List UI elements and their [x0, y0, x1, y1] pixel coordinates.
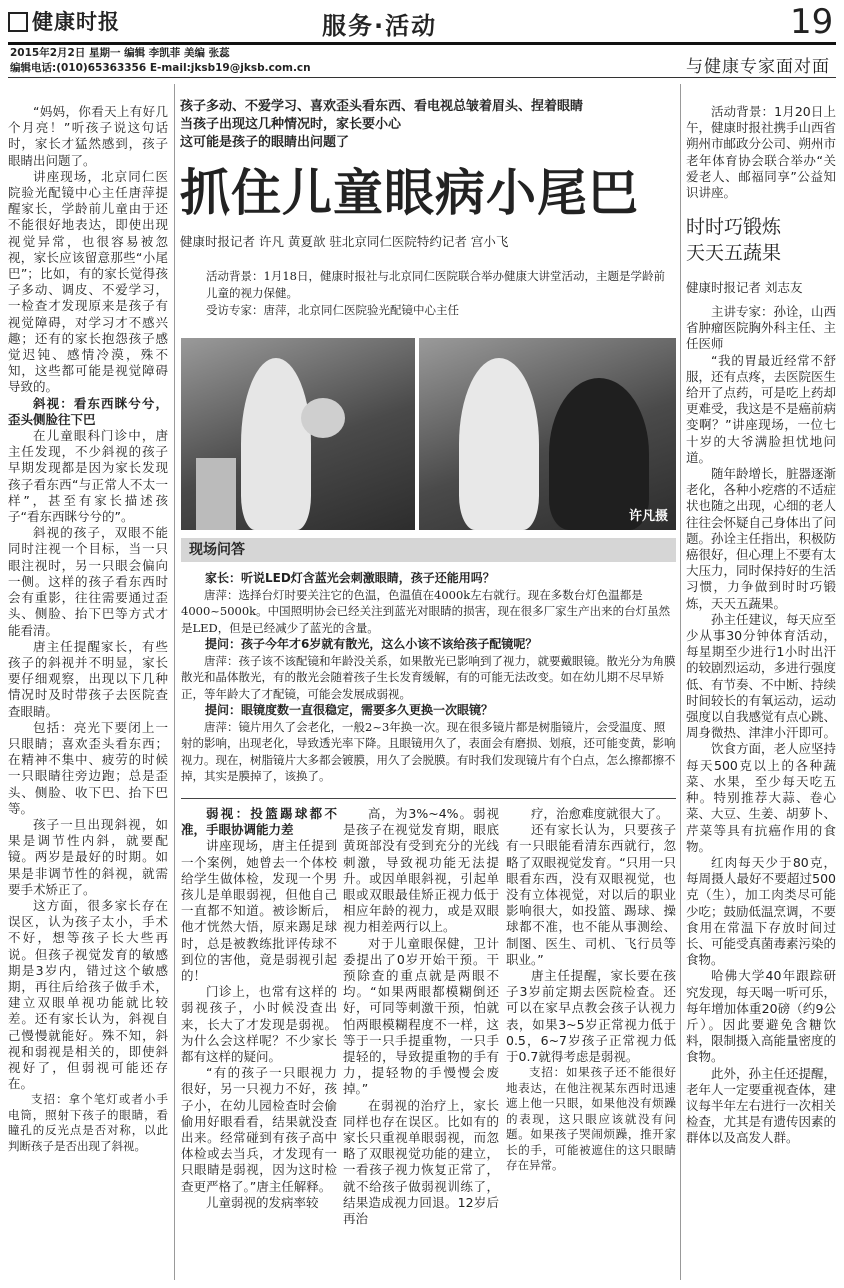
- middle-column-b: [343, 806, 499, 1284]
- section-divider: [181, 798, 676, 799]
- article-paragraph: 对于儿童眼保健，卫计委提出了0岁开始干预。干预除查的重点就是两眼不均。“如果两眼都模糊倒还好，可同等刺激干预，怕就怕两眼模糊程度不一样，这等于一只手提重物，一只手提轻的，导致提重物的手有力，提轻物的手慢慢会废掉。”: [343, 935, 499, 1097]
- article-paragraph: 主讲专家：孙诠，山西省肿瘤医院胸外科主任、主任医师: [686, 304, 836, 352]
- main-headline: 抓住儿童眼病小尾巴: [180, 163, 639, 222]
- middle-column-c: [506, 806, 676, 1284]
- subheadline: 孩子多动、不爱学习、喜欢歪头看东西、看电视总皱着眉头、捏着眼睛: [180, 99, 584, 114]
- qa-question: 提问：孩子今年才6岁就有散光，这么小该不该给孩子配镜呢？: [205, 637, 538, 651]
- editor-info-line2: 编辑电话:(010)65363356 E-mail:jksb19@jksb.com.cn: [10, 62, 311, 74]
- article-paragraph: 斜视：看东西眯兮兮，歪头侧脸往下巴: [8, 395, 168, 427]
- photo-lecture: [181, 338, 415, 530]
- photo-credit: 许凡摄: [628, 509, 668, 524]
- article-paragraph: “我的胃最近经常不舒服，还有点疼，去医院医生给开了点药，可是吃上药却更难受，我这是不是癌前病变啊？”讲座现场，一位七十岁的大爷满脸担忧地问道。: [686, 352, 836, 465]
- article-paragraph: 在儿童眼科门诊中，唐主任发现，不少斜视的孩子早期发现都是因为家长发现孩子看东西“与正常人不太一样”，甚至有家长描述孩子“看东西眯兮兮的”。: [8, 428, 168, 525]
- article-paragraph: 儿童弱视的发病率较: [206, 1194, 319, 1210]
- article-paragraph: 讲座现场，唐主任提到一个案例，她曾去一个体校给学生做体检，发现一个男孩儿是单眼弱视，但他自己一直都不知道。被诊断后，他才恍然大悟，原来踢足球时，总是被教练批评传球不到位的害他，竟是弱视引起的！: [181, 838, 337, 984]
- subheadline: 这可能是孩子的眼睛出问题了: [180, 135, 350, 150]
- article-paragraph: 饮食方面，老人应坚持每天500克以上的各种蔬菜、水果，至少每天吃五种。特别推荐大蒜、卷心菜、大豆、生姜、胡萝卜、芹菜等具有抗癌作用的食物。: [686, 741, 836, 854]
- editor-info: [10, 46, 311, 76]
- article-paragraph: 在弱视的治疗上，家长同样也存在误区。比如有的家长只重视单眼弱视，而忽略了双眼视觉功能的建立，一看孩子视力恢复正常了，就不给孩子做弱视训练了，结果造成视力回退。12岁后再治: [343, 1097, 499, 1227]
- article-paragraph: 讲座现场，北京同仁医院验光配镜中心主任唐萍提醒家长，学龄前儿童由于还不能很好地表达，即使出现视觉异常，也很容易被忽视，家长应该留意那些“小尾巴”；比如，有的家长觉得孩子多动、调皮、不爱学习，一检查才发现原来是孩子有视觉障碍，对学习才不感兴趣；还有的家长抱怨孩子感觉迟钝、感情冷漠，殊不知，这些都可能是视觉障碍导致的。: [8, 168, 168, 395]
- article-paragraph: 斜视的孩子，双眼不能同时注视一个目标，当一只眼注视时，另一只眼会偏向一侧。这样的孩子看东西时会有重影，往往需要通过歪头、侧脸、抬下巴等方式才能看清。: [8, 525, 168, 638]
- column-tag: 与健康专家面对面: [686, 57, 830, 77]
- middle-column-a: [181, 806, 337, 1284]
- header-rule-2: [8, 77, 836, 78]
- right-headline: [686, 214, 836, 266]
- logo-text: 健康时报: [32, 9, 120, 34]
- article-paragraph: 红肉每天少于80克，每周摄人最好不要超过500克（生），加工肉类尽可能少吃；鼓励低温烹调，不要食用在常温下存放时间过长、可能受真菌毒素污染的食物。: [686, 854, 836, 968]
- article-paragraph: 支招：拿个笔灯或者小手电筒，照射下孩子的眼睛，看瞳孔的反光点是否对称，以此判断孩子是否出现了斜视。: [8, 1092, 168, 1153]
- article-paragraph: 弱视：投篮踢球都不准，手眼协调能力差: [181, 806, 337, 838]
- right-background-text: 活动背景：1月20日上午，健康时报社携手山西省朔州市邮政分公司、朔州市老年体育协会联合举办“关爱老人、邮福同享”公益知识讲座。: [686, 104, 836, 201]
- column-divider: [680, 84, 681, 1280]
- logo-mark-icon: [8, 12, 28, 32]
- article-paragraph: 支招：如果孩子还不能很好地表达，在他注视某东西时迅速遮上他一只眼，如果他没有烦躁的表现，这只眼应该就没有问题。如果孩子哭闹烦躁，推开家长的手，可能被遮住的这只眼睛存在异常。: [506, 1065, 676, 1173]
- right-background: [686, 104, 836, 201]
- main-byline: 健康时报记者 许凡 黄夏歆 驻北京同仁医院特约记者 宫小飞: [180, 234, 509, 249]
- qa-question: 家长：听说LED灯含蓝光会刺激眼睛，孩子还能用吗？: [205, 571, 495, 585]
- right-column: [686, 304, 836, 1284]
- article-paragraph: 孙主任建议，每天应至少从事30分钟体育活动，每星期至少进行1小时出汗的较剧烈运动，多进行强度低、有节奏、不中断、持续时间较长的有氧运动，运动强度以自我感觉有点心跳、周身微热、津津小汗即可。: [686, 611, 836, 741]
- qa-section-title: 现场问答: [181, 538, 676, 562]
- article-paragraph: 随年龄增长，脏器逐渐老化，各种小疙瘩的不适症状也随之出现，心细的老人往往会怀疑自己身体出了问题。孙诠主任指出，积极防癌很好，但心理上不要有太大压力，同时保持好的生活习惯，力争做到时时巧锻炼，天天五蔬果。: [686, 466, 836, 611]
- event-background: [206, 268, 676, 319]
- page-number: 19: [790, 2, 834, 42]
- header-rule: [8, 42, 836, 45]
- article-paragraph: “有的孩子一只眼视力很好，另一只视力不好，孩子小，在幼儿园检查时会偷偷用好眼看看，结果就没查出来。经常碰到有孩子高中体检或去当兵，才发现有一只眼睛是弱视，因为这时检查更严格了。”唐主任解释。: [181, 1065, 337, 1194]
- right-headline-line1: 时时巧锻炼: [686, 216, 782, 238]
- event-background-line: 活动背景：1月18日，健康时报社与北京同仁医院联合举办健康大讲堂活动，主题是学龄前儿童的视力保健。: [206, 269, 665, 300]
- article-paragraph: 哈佛大学40年跟踪研究发现，每天喝一听可乐，每年增加体重20磅（约9公斤）。因此要避免含糖饮料，限制摄入高能量密度的食物。: [686, 968, 836, 1065]
- right-byline: 健康时报记者 刘志友: [686, 280, 803, 295]
- article-paragraph: 孩子一旦出现斜视，如果是调节性内斜，就要配镜。两岁是最好的时期。如果是非调节性的斜视，就需要手术矫正了。: [8, 816, 168, 897]
- qa-answer: 唐萍：选择台灯时要关注它的色温，色温值在4000k左右就行。现在多数台灯色温都是4000~5000k。中国照明协会已经关注到蓝光对眼睛的损害，现在很多厂家生产出来的台灯虽然是LED，但是已经减少了蓝光的含量。: [181, 587, 671, 635]
- article-paragraph: 高，为3%~4%。弱视是孩子在视觉发育期，眼底黄斑部没有受到充分的光线刺激，导致视功能无法提升。或因单眼斜视，引起单眼或双眼最佳矫正视力低于相应年龄的视力，或是双眼视力相差两行以上。: [343, 806, 499, 935]
- right-headline-line2: 天天五蔬果: [686, 242, 782, 264]
- article-paragraph: 这方面，很多家长存在误区，认为孩子太小，手术不好，想等孩子长大些再说。但孩子视觉发育的敏感期是3岁内，错过这个敏感期，再往后给孩子做手术，建立双眼单视功能就比较差。还有家长认为，斜视自己慢慢就能好。殊不知，斜视和弱视是相关的，即使斜视好了，但弱视可能还存在。: [8, 897, 168, 1092]
- event-expert-line: 受访专家：唐萍，北京同仁医院验光配镜中心主任: [206, 303, 459, 317]
- article-paragraph: “妈妈，你看天上有好几个月亮！”听孩子说这句话时，家长才猛然感到，孩子眼睛出问题了。: [8, 104, 168, 168]
- article-paragraph: 此外，孙主任还提醒，老年人一定要重视查体，建议每半年左右进行一次相关检查，尤其是有遗传因素的群体以及高发人群。: [686, 1065, 836, 1146]
- section-title: 服务·活动: [322, 12, 438, 40]
- article-paragraph: 还有家长认为，只要孩子有一只眼能看清东西就行，忽略了双眼视觉发育。“只用一只眼看东西，没有双眼视觉，也没有立体视觉，对以后的职业影响很大，如投篮、踢球、操球都不准，也不能从事测绘、制图、医生、司机、飞行员等职业。”: [506, 822, 676, 967]
- left-column: [8, 104, 168, 1284]
- qa-answer: 唐萍：孩子该不该配镜和年龄没关系，如果散光已影响到了视力，就要戴眼镜。散光分为角膜散光和晶体散光，有的散光会随着孩子生长发育缓解，有的可能无法改变。如在幼儿期不尽早矫正，等年龄大了才配镜，可能会发展成弱视。: [181, 653, 676, 701]
- masthead-logo: [8, 6, 120, 36]
- article-paragraph: 疗，治愈难度就很大了。: [531, 806, 669, 821]
- editor-info-line1: 2015年2月2日 星期一 编辑 李凯菲 美编 张蕊: [10, 47, 230, 59]
- subheadline: 当孩子出现这几种情况时，家长要小心: [180, 117, 402, 132]
- article-paragraph: 唐主任提醒家长，有些孩子的斜视并不明显，家长要仔细观察，出现以下几种情况时及时带孩子去医院查查眼睛。: [8, 638, 168, 719]
- photo-consultation: [419, 338, 676, 530]
- article-paragraph: 门诊上，也常有这样的弱视孩子，小时候没查出来，长大了才发现是弱视。为什么会这样呢？不少家长都有这样的疑问。: [181, 984, 337, 1065]
- article-paragraph: 包括：亮光下要闭上一只眼睛；喜欢歪头看东西；在精神不集中、疲劳的时候一只眼睛往旁边跑；总是歪头、侧脸、收下巴、抬下巴等。: [8, 719, 168, 816]
- article-paragraph: 唐主任提醒，家长要在孩子3岁前定期去医院检查。还可以在家早点教会孩子认视力表，如果3~5岁正常视力低于0.5，6~7岁孩子正常视力低于0.7就得考虑是弱视。: [506, 968, 676, 1065]
- column-divider: [174, 84, 175, 1280]
- qa-block: [181, 570, 676, 785]
- qa-answer: 唐萍：镜片用久了会老化，一般2~3年换一次。现在很多镜片都是树脂镜片，会受温度、照射的影响，出现老化，导致透光率下降。且眼镜用久了，表面会有磨损、划痕，还可能变黄，影响视力。现在，树脂镜片大多都会镀膜，用久了会脱膜。有时我们发现镜片有个白点，怎么擦都擦不掉，其实是膜掉了，该换了。: [181, 719, 676, 783]
- qa-question: 提问：眼镜度数一直很稳定，需要多久更换一次眼镜？: [205, 703, 494, 717]
- subheadlines: [180, 98, 680, 152]
